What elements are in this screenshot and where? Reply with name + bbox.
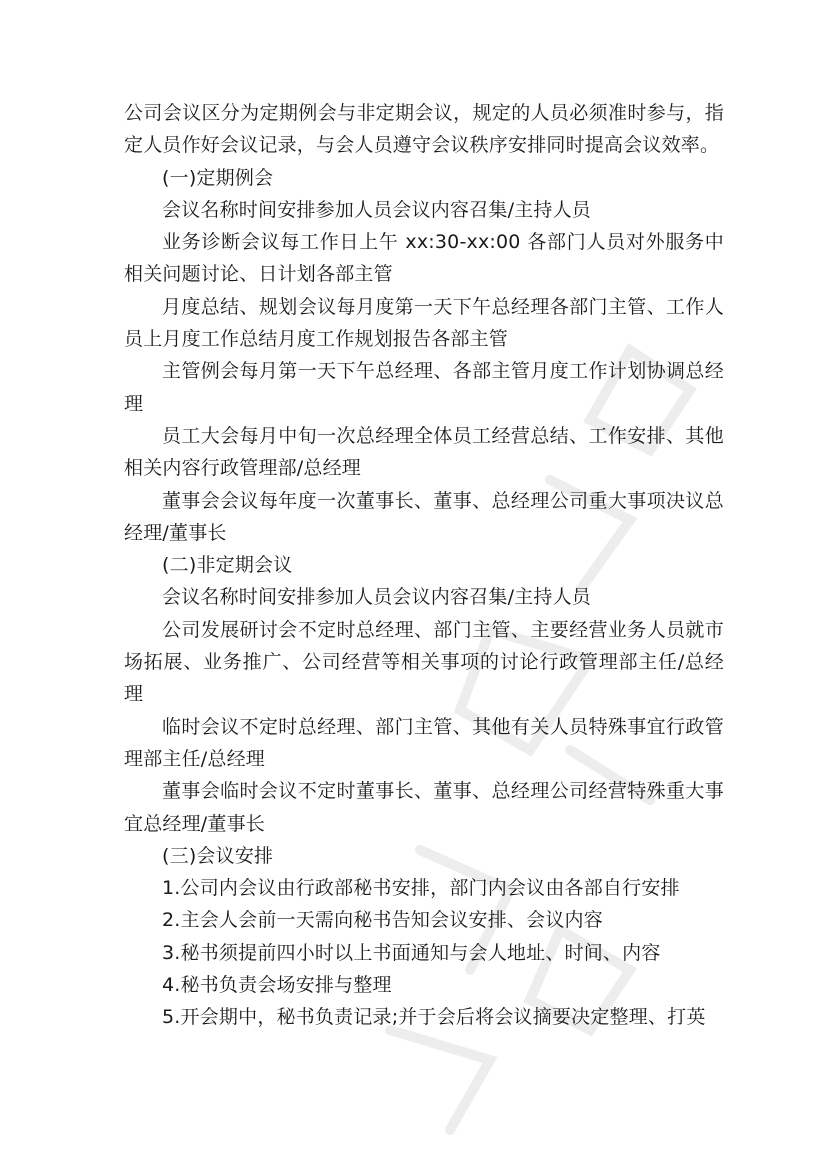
table-header-irregular: 会议名称时间安排参加人员会议内容召集/主持人员 bbox=[162, 586, 592, 609]
intro-paragraph: 公司会议区分为定期例会与非定期会议，规定的人员必须准时参与，指定人员作好会议记录，与会人员遵守会议秩序安排同时提高会议效率。 bbox=[124, 102, 724, 157]
document-body bbox=[124, 97, 724, 1034]
section-heading-irregular-meetings: (二)非定期会议 bbox=[162, 554, 293, 577]
irregular-meeting-item: 董事会临时会议不定时董事长、董事、总经理公司经营特殊重大事宜总经理/董事长 bbox=[124, 780, 724, 835]
arrangement-item: 4.秘书负责会场安排与整理 bbox=[162, 974, 392, 997]
arrangement-item: 1.公司内会议由行政部秘书安排，部门内会议由各部自行安排 bbox=[162, 877, 680, 900]
arrangement-item: 2.主会人会前一天需向秘书告知会议安排、会议内容 bbox=[162, 909, 603, 932]
section-heading-regular-meetings: (一)定期例会 bbox=[162, 166, 274, 189]
arrangement-item: 3.秘书须提前四小时以上书面通知与会人地址、时间、内容 bbox=[162, 941, 661, 964]
arrangement-item: 5.开会期中，秘书负责记录;并于会后将会议摘要决定整理、打英 bbox=[162, 1006, 706, 1029]
regular-meeting-item: 董事会会议每年度一次董事长、董事、总经理公司重大事项决议总经理/董事长 bbox=[124, 489, 724, 544]
table-header-regular: 会议名称时间安排参加人员会议内容召集/主持人员 bbox=[162, 198, 592, 221]
regular-meeting-item: 主管例会每月第一天下午总经理、各部主管月度工作计划协调总经理 bbox=[124, 360, 724, 415]
section-heading-arrangements: (三)会议安排 bbox=[162, 844, 274, 867]
regular-meeting-item: 员工大会每月中旬一次总经理全体员工经营总结、工作安排、其他相关内容行政管理部/总经理 bbox=[124, 424, 724, 480]
regular-meeting-item: 月度总结、规划会议每月度第一天下午总经理各部门主管、工作人员上月度工作总结月度工作规划报告各部主管 bbox=[124, 295, 724, 351]
irregular-meeting-item: 临时会议不定时总经理、部门主管、其他有关人员特殊事宜行政管理部主任/总经理 bbox=[124, 715, 724, 770]
irregular-meeting-item: 公司发展研讨会不定时总经理、部门主管、主要经营业务人员就市场拓展、业务推广、公司经营等相关事项的讨论行政管理部主任/总经理 bbox=[124, 618, 724, 706]
regular-meeting-item: 业务诊断会议每工作日上午 xx:30-xx:00 各部门人员对外服务中相关问题讨论、日计划各部主管 bbox=[124, 231, 724, 286]
